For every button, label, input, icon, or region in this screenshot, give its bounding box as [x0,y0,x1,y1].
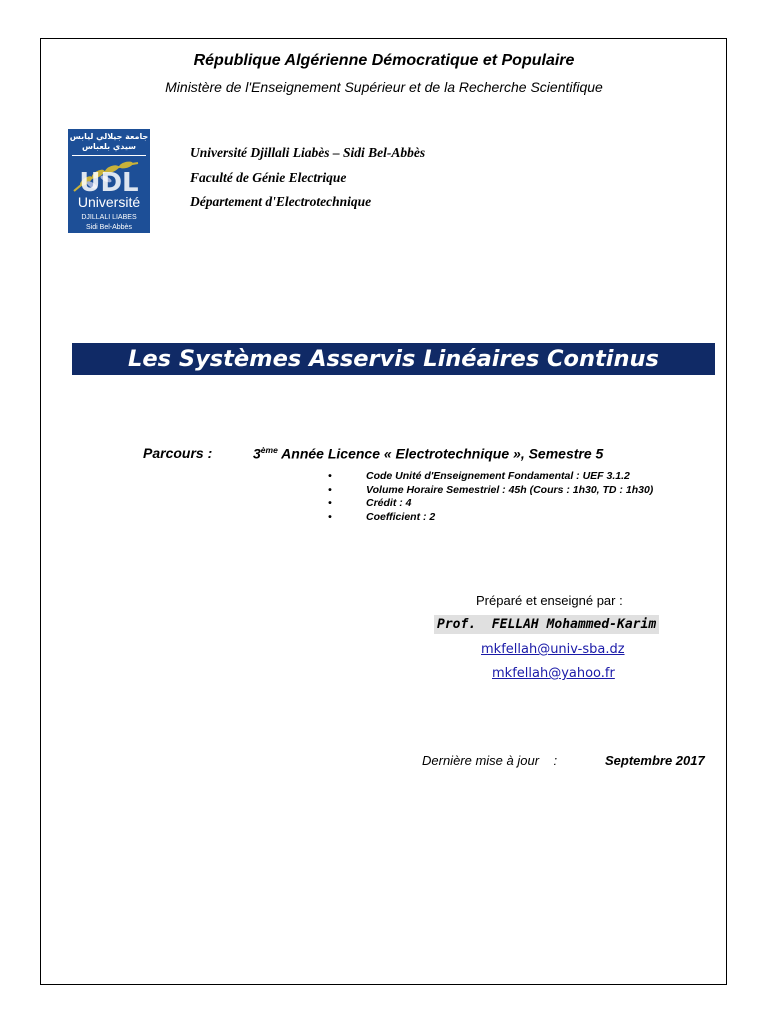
bullet-icon: • [328,470,332,482]
document-title: Les Systèmes Asservis Linéaires Continus [72,343,715,375]
logo-arabic-text: جامعة جيلالي ليابس [69,132,149,141]
bullet-icon: • [328,483,332,496]
parcours-description: Année Licence « Electrotechnique », Semestre 5 [277,445,604,462]
list-item [328,511,653,525]
list-item [328,497,653,511]
email-link-univ[interactable]: mkfellah@univ-sba.dz [481,642,625,657]
list-item-text: Volume Horaire Semestriel : 45h (Cours : 1h30, TD : 1h30) [366,483,654,496]
logo-name: Université [77,194,141,210]
logo-acronym: UDL [79,168,139,198]
bullet-icon: • [328,510,332,523]
parcours-year-number: 3 [253,445,261,462]
university-name: Université Djillali Liabès – Sidi Bel-Abbès [190,145,426,160]
parcours-year-suffix: ème [260,445,278,455]
bullet-icon: • [328,497,332,509]
faculty-name: Faculté de Génie Electrique [190,170,347,185]
university-logo-graphic [68,129,150,233]
parcours-label: Parcours : [143,445,213,461]
last-update-date: Septembre 2017 [605,753,705,768]
list-item-text: Code Unité d'Enseignement Fondamental : UEF 3.1.2 [366,470,630,482]
department-name: Département d'Electrotechnique [190,194,372,209]
list-item-text: Coefficient : 2 [366,510,436,523]
university-logo [68,129,150,233]
email-link-yahoo[interactable]: mkfellah@yahoo.fr [492,666,615,681]
logo-subname: DJILLALI LIABES [81,214,137,221]
prepared-by-label: Préparé et enseigné par : [476,593,623,608]
list-item [328,470,653,484]
course-details-list [328,470,653,524]
list-item [328,484,653,498]
republic-heading: République Algérienne Démocratique et Populaire [193,52,575,69]
list-item-text: Crédit : 4 [366,497,412,509]
last-update-label: Dernière mise à jour : [422,753,558,768]
parcours-text [253,445,603,462]
logo-arabic-city: سيدي بلعباس [82,142,136,151]
ministry-heading: Ministère de l'Enseignement Supérieur et de la Recherche Scientifique [165,79,603,95]
author-name: Prof. FELLAH Mohammed-Karim [434,615,659,634]
logo-city: Sidi Bel-Abbès [86,224,132,231]
